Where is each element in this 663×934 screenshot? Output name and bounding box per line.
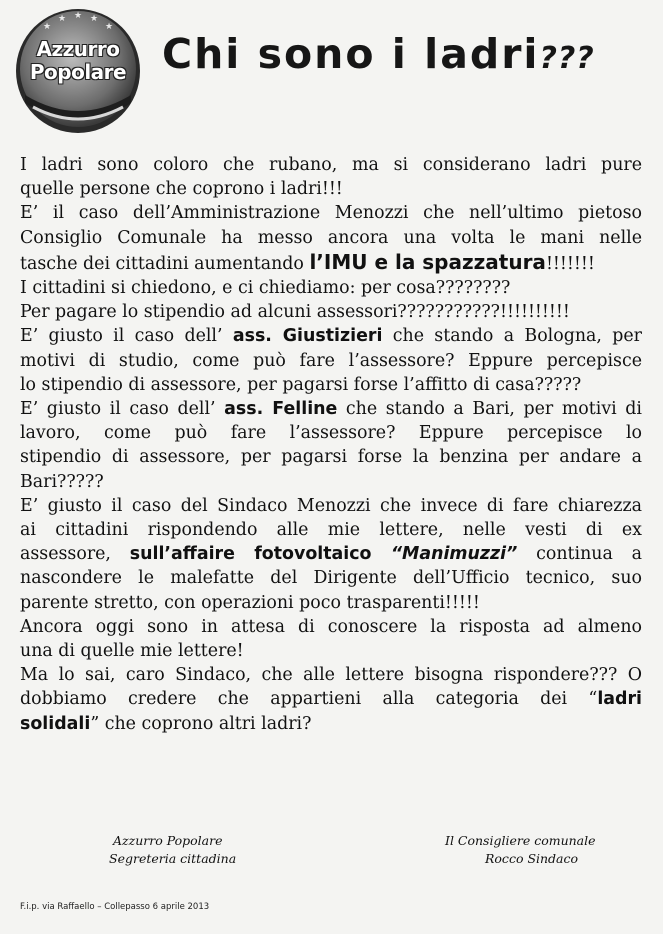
svg-text:★: ★	[58, 14, 67, 24]
body-line: nascondere le malefatte del Dirigente dell’Ufficio tecnico, suo	[20, 568, 642, 589]
body-text: assessore,	[20, 544, 130, 565]
body-line: Consiglio Comunale ha messo ancora una volta le mani nelle	[20, 227, 642, 248]
body-line: quelle persone che coprono i ladri!!!	[20, 179, 343, 200]
body-text: ” che coprono altri ladri?	[90, 713, 312, 734]
body-text: continua a	[517, 544, 643, 565]
highlight-ladri: ladri	[597, 689, 642, 710]
body-line: una di quelle mie lettere!	[20, 641, 244, 662]
body-text: che stando a Bari, per motivi di	[337, 399, 642, 420]
body-line: Ancora oggi sono in attesa di conoscere la risposta ad almeno	[20, 616, 642, 637]
body-line	[20, 250, 642, 276]
signature-right-line2: Rocco Sindaco	[485, 851, 579, 866]
svg-text:★: ★	[74, 11, 83, 21]
logo-text-line1: Azzurro	[36, 37, 120, 61]
highlight-giustizieri: ass. Giustizieri	[232, 326, 383, 347]
body-line: E’ giusto il caso del Sindaco Menozzi che invece di fare chiarezza	[20, 495, 642, 516]
body-text: che stando a Bologna, per	[382, 326, 642, 347]
body-line: parente stretto, con operazioni poco trasparenti!!!!!	[20, 592, 480, 613]
body-line	[20, 712, 642, 736]
body-line: Ma lo sai, caro Sindaco, che alle lettere bisogna rispondere??? O	[20, 665, 642, 686]
body-text: dobbiamo credere che appartieni alla categoria dei “	[20, 689, 598, 710]
highlight-manimuzzi: “Manimuzzi”	[390, 544, 518, 565]
body-text: !!!!!!!	[545, 253, 595, 274]
body-line: stipendio di assessore, per pagarsi forse la benzina per andare a	[20, 447, 642, 468]
signature-left-line2: Segreteria cittadina	[109, 851, 237, 866]
svg-text:★: ★	[43, 22, 52, 32]
body-line: E’ il caso dell’Amministrazione Menozzi che nell’ultimo pietoso	[20, 203, 642, 224]
body-line: I cittadini si chiedono, e ci chiediamo: per cosa????????	[20, 278, 511, 299]
body-text: E’ giusto il caso dell’	[20, 399, 225, 420]
body-text: E’ giusto il caso dell’	[20, 326, 233, 347]
body-line: ai cittadini rispondendo alle mie lettere, nelle vesti di ex	[20, 520, 642, 541]
body-line: I ladri sono coloro che rubano, ma si considerano ladri pure	[20, 155, 642, 175]
highlight-solidali: solidali	[20, 713, 91, 734]
body-line: motivi di studio, come può fare l’assessore? Eppure percepisce	[20, 350, 642, 371]
svg-text:★: ★	[90, 14, 99, 24]
highlight-affaire: sull’affaire fotovoltaico	[129, 544, 391, 565]
title-suffix: ???	[539, 41, 595, 76]
logo-text-line2: Popolare	[29, 60, 127, 84]
body-text: tasche dei cittadini aumentando	[20, 253, 310, 274]
body-line: lavoro, come può fare l’assessore? Eppure percepisce lo	[20, 423, 642, 444]
signature-left	[109, 832, 237, 868]
body-line	[20, 687, 642, 711]
signature-right	[445, 832, 596, 868]
title-main: Chi sono i ladri	[162, 30, 540, 78]
highlight-felline: ass. Felline	[224, 399, 338, 420]
svg-text:★: ★	[105, 22, 114, 32]
body-line: lo stipendio di assessore, per pagarsi forse l’affitto di casa?????	[20, 374, 582, 395]
body-line	[20, 542, 642, 566]
highlight-imu: l’IMU e la spazzatura	[309, 249, 546, 274]
page-title	[162, 30, 595, 78]
footer-note: F.i.p. via Raffaello – Collepasso 6 aprile 2013	[20, 902, 210, 912]
signature-right-line1: Il Consigliere comunale	[445, 833, 596, 848]
body-line	[20, 397, 642, 421]
body-line	[20, 324, 642, 348]
signature-left-line1: Azzurro Popolare	[113, 833, 223, 848]
party-logo	[13, 7, 143, 135]
body-line: Per pagare lo stipendio ad alcuni assessori???????????!!!!!!!!!!	[20, 302, 570, 323]
body-line: Bari?????	[20, 471, 104, 492]
letter-body	[20, 153, 642, 736]
